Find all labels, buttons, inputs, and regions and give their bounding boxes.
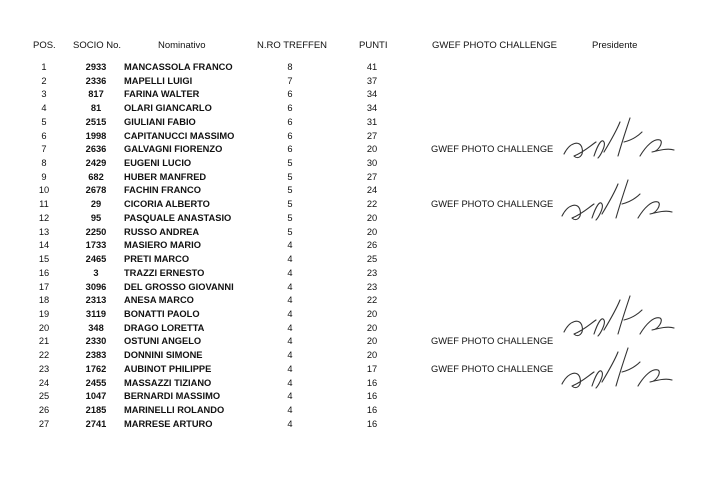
row-nominativo: EUGENI LUCIO: [124, 158, 192, 169]
row-position: 12: [38, 212, 50, 223]
row-punti: 20: [366, 226, 378, 237]
row-nominativo: MAPELLI LUIGI: [124, 75, 193, 86]
row-treffen-count: 5: [287, 158, 293, 169]
row-nominativo: DEL GROSSO GIOVANNI: [124, 281, 234, 292]
row-treffen-count: 4: [287, 418, 293, 429]
president-signature-2: [558, 176, 678, 238]
row-treffen-count: 4: [287, 267, 293, 278]
row-treffen-count: 7: [287, 75, 293, 86]
row-position: 24: [38, 377, 50, 388]
row-nominativo: GALVAGNI FIORENZO: [124, 144, 223, 155]
row-position: 11: [39, 199, 49, 210]
row-nominativo: DONNINI SIMONE: [124, 350, 203, 361]
row-treffen-count: 4: [287, 391, 293, 402]
row-punti: 41: [366, 62, 378, 72]
row-treffen-count: 4: [287, 308, 293, 319]
header-presidente: Presidente: [592, 40, 638, 51]
row-nominativo: OLARI GIANCARLO: [124, 103, 212, 114]
row-position: 26: [38, 405, 50, 415]
row-nominativo: PRETI MARCO: [124, 254, 190, 265]
row-socio-number: 2933: [85, 62, 107, 72]
header-nominativo: Nominativo: [158, 40, 206, 51]
row-nominativo: CICORIA ALBERTO: [124, 199, 210, 210]
row-position: 18: [38, 295, 50, 306]
row-position: 20: [38, 322, 50, 333]
row-position: 5: [41, 116, 47, 127]
row-position: 23: [38, 363, 50, 374]
row-nominativo: FACHIN FRANCO: [124, 185, 201, 196]
row-socio-number: 29: [90, 199, 102, 210]
row-punti: 23: [366, 281, 378, 292]
row-punti: 27: [366, 171, 378, 182]
row-treffen-count: 4: [287, 336, 293, 347]
row-position: 2: [41, 75, 47, 86]
row-treffen-count: 4: [287, 322, 293, 333]
row-socio-number: 2250: [85, 226, 107, 237]
row-position: 1: [41, 62, 47, 72]
row-nominativo: DRAGO LORETTA: [124, 322, 205, 333]
header-socio: SOCIO No.: [73, 40, 122, 51]
row-punti: 17: [366, 363, 378, 374]
row-nominativo: GIULIANI FABIO: [124, 116, 196, 127]
row-socio-number: 2678: [85, 185, 107, 196]
row-position: 8: [41, 158, 47, 169]
row-treffen-count: 8: [287, 62, 293, 72]
row-punti: 27: [366, 130, 378, 141]
row-treffen-count: 5: [287, 185, 293, 196]
row-socio-number: 817: [88, 89, 104, 100]
row-punti: 34: [366, 89, 378, 100]
president-signature-1: [560, 112, 680, 174]
row-treffen-count: 6: [287, 89, 293, 100]
row-socio-number: 682: [88, 171, 104, 182]
row-punti: 34: [366, 103, 378, 114]
row-nominativo: FARINA WALTER: [124, 89, 200, 100]
table-row: [0, 89, 712, 103]
row-socio-number: 2455: [85, 377, 107, 388]
row-position: 10: [38, 185, 50, 196]
row-socio-number: 348: [88, 322, 104, 333]
row-socio-number: 3119: [85, 308, 107, 319]
row-punti: 16: [366, 377, 378, 388]
row-position: 9: [41, 171, 47, 182]
row-nominativo: TRAZZI ERNESTO: [124, 267, 205, 278]
row-socio-number: 2185: [85, 405, 107, 415]
row-position: 3: [41, 89, 47, 100]
row-treffen-count: 5: [287, 212, 293, 223]
row-position: 27: [38, 418, 50, 429]
row-socio-number: 3096: [85, 281, 107, 292]
row-treffen-count: 4: [287, 281, 293, 292]
row-treffen-count: 4: [287, 254, 293, 265]
row-position: 4: [41, 103, 47, 114]
row-position: 15: [38, 254, 50, 265]
row-socio-number: 2465: [85, 254, 107, 265]
table-row: [0, 405, 712, 419]
row-position: 19: [38, 308, 50, 319]
row-punti: 16: [366, 418, 378, 429]
row-socio-number: 1762: [85, 363, 107, 374]
row-challenge: GWEF PHOTO CHALLENGE: [431, 199, 554, 210]
table-row: [0, 268, 712, 282]
table-row: [0, 419, 712, 433]
row-nominativo: MASSAZZI TIZIANO: [124, 377, 212, 388]
table-row: [0, 240, 712, 254]
row-treffen-count: 5: [287, 226, 293, 237]
header-pos: POS.: [33, 40, 56, 51]
row-treffen-count: 4: [287, 363, 293, 374]
row-punti: 30: [366, 158, 378, 169]
row-nominativo: BONATTI PAOLO: [124, 308, 200, 319]
row-punti: 22: [366, 199, 378, 210]
row-treffen-count: 6: [287, 130, 293, 141]
table-row: [0, 76, 712, 90]
row-punti: 24: [366, 185, 378, 196]
row-socio-number: 2515: [85, 116, 107, 127]
row-treffen-count: 6: [287, 116, 293, 127]
row-punti: 23: [366, 267, 378, 278]
row-nominativo: MARINELLI ROLANDO: [124, 405, 225, 415]
row-nominativo: BERNARDI MASSIMO: [124, 391, 221, 402]
row-nominativo: CAPITANUCCI MASSIMO: [124, 130, 235, 141]
row-socio-number: 81: [90, 103, 102, 114]
row-position: 14: [38, 240, 50, 251]
row-punti: 22: [366, 295, 378, 306]
row-socio-number: 1047: [85, 391, 107, 402]
row-treffen-count: 4: [287, 295, 293, 306]
row-treffen-count: 4: [287, 350, 293, 361]
row-treffen-count: 5: [287, 171, 293, 182]
row-treffen-count: 4: [287, 240, 293, 251]
row-nominativo: ANESA MARCO: [124, 295, 194, 306]
row-treffen-count: 4: [287, 405, 293, 415]
row-punti: 20: [366, 308, 378, 319]
row-socio-number: 95: [90, 212, 102, 223]
row-punti: 37: [366, 75, 378, 86]
row-punti: 20: [366, 144, 378, 155]
row-challenge: GWEF PHOTO CHALLENGE: [431, 336, 554, 347]
row-position: 16: [38, 267, 50, 278]
row-socio-number: 2429: [85, 158, 107, 169]
row-punti: 16: [366, 391, 378, 402]
row-nominativo: MARRESE ARTURO: [124, 418, 213, 429]
row-position: 13: [38, 226, 50, 237]
row-nominativo: AUBINOT PHILIPPE: [124, 363, 212, 374]
header-challenge: GWEF PHOTO CHALLENGE: [432, 40, 557, 51]
row-treffen-count: 4: [287, 377, 293, 388]
row-punti: 20: [366, 322, 378, 333]
row-position: 22: [38, 350, 50, 361]
row-punti: 25: [366, 254, 378, 265]
row-punti: 20: [366, 336, 378, 347]
row-punti: 26: [366, 240, 378, 251]
row-socio-number: 2313: [85, 295, 107, 306]
row-socio-number: 2383: [85, 350, 107, 361]
row-nominativo: OSTUNI ANGELO: [124, 336, 202, 347]
table-row: [0, 62, 712, 76]
row-socio-number: 1733: [85, 240, 107, 251]
row-position: 17: [38, 281, 50, 292]
table-row: [0, 254, 712, 268]
row-position: 6: [41, 130, 47, 141]
row-punti: 31: [366, 116, 378, 127]
header-punti: PUNTI: [359, 40, 388, 51]
row-nominativo: HUBER MANFRED: [124, 171, 207, 182]
row-socio-number: 2330: [85, 336, 107, 347]
row-position: 7: [41, 144, 47, 155]
row-challenge: GWEF PHOTO CHALLENGE: [431, 144, 554, 155]
row-socio-number: 1998: [85, 130, 107, 141]
row-punti: 20: [366, 212, 378, 223]
row-treffen-count: 6: [287, 103, 293, 114]
row-socio-number: 2336: [85, 75, 107, 86]
row-socio-number: 2741: [85, 418, 107, 429]
row-punti: 16: [366, 405, 378, 415]
president-signature-4: [558, 344, 678, 406]
row-socio-number: 3: [93, 267, 99, 278]
president-signature-3: [560, 290, 680, 352]
row-nominativo: PASQUALE ANASTASIO: [124, 212, 232, 223]
header-treffen: N.RO TREFFEN: [257, 40, 328, 51]
row-position: 25: [38, 391, 50, 402]
row-punti: 20: [366, 350, 378, 361]
row-nominativo: MANCASSOLA FRANCO: [124, 62, 233, 72]
row-challenge: GWEF PHOTO CHALLENGE: [431, 363, 554, 374]
row-position: 21: [38, 336, 50, 347]
row-nominativo: MASIERO MARIO: [124, 240, 201, 251]
row-treffen-count: 6: [287, 144, 293, 155]
row-socio-number: 2636: [85, 144, 107, 155]
row-treffen-count: 5: [287, 199, 293, 210]
row-nominativo: RUSSO ANDREA: [124, 226, 200, 237]
